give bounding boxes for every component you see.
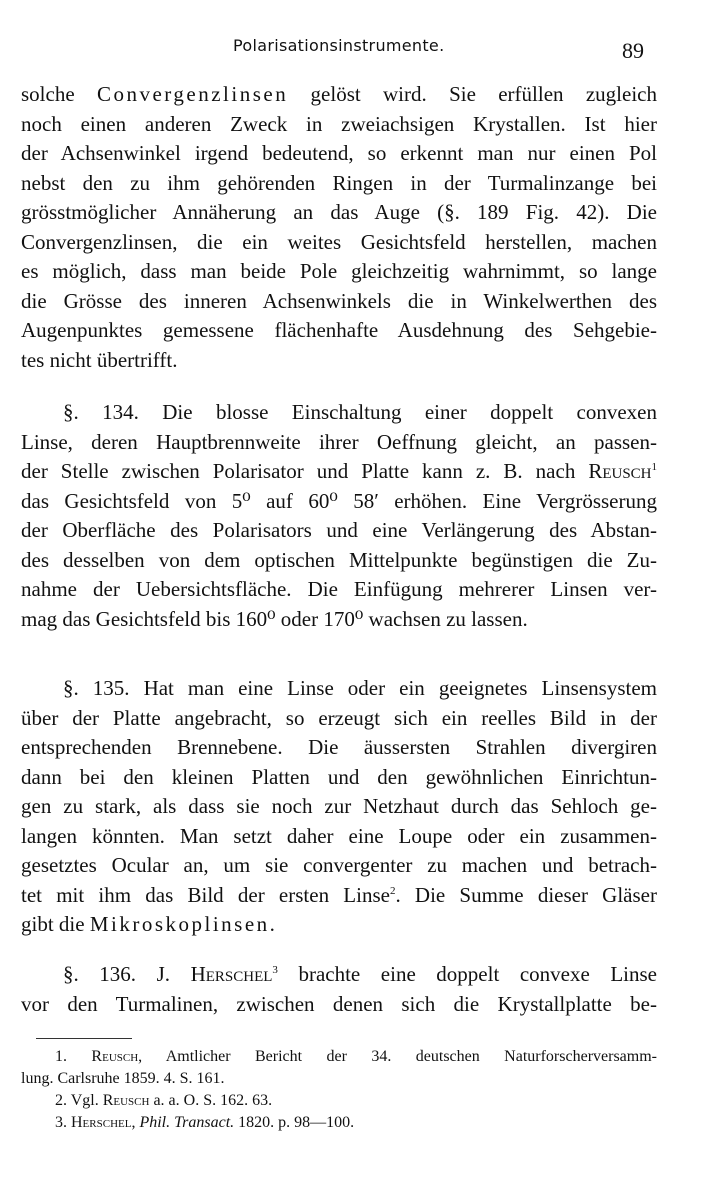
- text-line: gesetztes Ocular an, um sie convergenter zu machen und betrach-: [21, 853, 657, 877]
- paragraph-134: [21, 398, 657, 634]
- footnote-number: 3.: [55, 1114, 71, 1131]
- text-run: der Stelle zwischen Polarisator und Platte kann z. B. nach: [21, 459, 589, 483]
- footnote-divider: [36, 1038, 132, 1039]
- text-run: brachte eine doppelt convexe Linse: [277, 962, 657, 986]
- text-line: entsprechenden Brennebene. Die äussersten Strahlen divergiren: [21, 735, 657, 759]
- text-line: mag das Gesichtsfeld bis 160⁰ oder 170⁰ wachsen zu lassen.: [21, 606, 528, 631]
- footnotes: [21, 1046, 657, 1134]
- text-run: . Die Summe dieser Gläser: [395, 882, 657, 907]
- text-line: grösstmöglicher Annäherung an das Auge (§. 189 Fig. 42). Die: [21, 200, 657, 224]
- text-line: Convergenzlinsen, die ein weites Gesichtsfeld herstellen, machen: [21, 229, 657, 254]
- paragraph-136: [21, 960, 657, 1019]
- author-name: Herschel: [71, 1114, 132, 1131]
- text-run: gibt die: [21, 912, 90, 936]
- text-line: des desselben von dem optischen Mittelpunkte begünstigen die Zu-: [21, 547, 657, 572]
- text-run: tet mit ihm das Bild der ersten Linse: [21, 882, 390, 907]
- text-line: gen zu stark, als dass sie noch zur Netzhaut durch das Sehloch ge-: [21, 794, 657, 818]
- text-line: vor den Turmalinen, zwischen denen sich die Krystallplatte be-: [21, 991, 657, 1016]
- page-number: 89: [622, 38, 644, 63]
- text-line: langen könnten. Man setzt daher eine Loupe oder ein zusammen-: [21, 823, 657, 848]
- text-line: nahme der Uebersichtsfläche. Die Einfügung mehrerer Linsen ver-: [21, 577, 657, 601]
- footnote-ref: 3: [272, 964, 278, 976]
- section-heading-line: §. 135. Hat man eine Linse oder ein geeignetes Linsensystem: [63, 676, 657, 700]
- footnote-number: 2. Vgl.: [55, 1092, 103, 1109]
- footnote-1: [21, 1046, 657, 1068]
- footnote-ref: 2: [389, 884, 396, 897]
- text-line: [21, 80, 657, 110]
- body-text: [21, 80, 657, 1016]
- text-run: ,: [131, 1114, 140, 1131]
- text-line: tes nicht übertrifft.: [21, 347, 178, 372]
- footnote-3: [21, 1112, 657, 1134]
- author-name: Reusch: [102, 1092, 150, 1109]
- text-run: 1820. p. 98—100.: [234, 1114, 355, 1131]
- text-line: der Achsenwinkel irgend bedeutend, so erkennt man nur einen Pol: [21, 141, 657, 165]
- text-line: noch einen anderen Zweck in zweiachsigen Krystallen. Ist hier: [21, 111, 657, 136]
- text-line: [21, 910, 657, 940]
- text-line: es möglich, dass man beide Pole gleichzeitig wahrnimmt, so lange: [21, 259, 657, 283]
- text-line: nebst den zu ihm gehörenden Ringen in der Turmalinzange bei: [21, 170, 657, 195]
- footnote-number: 1.: [55, 1048, 92, 1065]
- author-name: Reusch: [588, 459, 652, 483]
- footnote-ref: 1: [651, 461, 657, 473]
- text-line: [21, 881, 657, 911]
- text-line: Augenpunktes gemessene flächenhafte Ausdehnung des Sehgebie-: [21, 318, 657, 342]
- emphasized-term: Convergenzlinsen: [96, 82, 289, 106]
- text-run: a. a. O. S. 162. 63.: [149, 1092, 273, 1109]
- text-run: , Amtlicher Bericht der 34. deutschen Naturforscherversamm-: [138, 1048, 657, 1065]
- page-header: [0, 36, 709, 66]
- footnote-1-continued: lung. Carlsruhe 1859. 4. S. 161.: [21, 1070, 225, 1087]
- text-run: solche: [21, 82, 97, 106]
- author-name: Herschel: [190, 962, 273, 986]
- running-title: Polarisationsinstrumente.: [233, 36, 445, 55]
- text-line: das Gesichtsfeld von 5⁰ auf 60⁰ 58′ erhöhen. Eine Vergrösserung: [21, 488, 657, 513]
- journal-title: Phil. Transact.: [139, 1114, 235, 1131]
- text-line: die Grösse des inneren Achsenwinkels die in Winkelwerthen des: [21, 288, 657, 313]
- text-line: über der Platte angebracht, so erzeugt sich ein reelles Bild in der: [21, 705, 657, 730]
- author-name: Reusch: [91, 1048, 139, 1065]
- emphasized-term: Mikroskoplinsen: [89, 912, 270, 936]
- paragraph-135: [21, 674, 657, 940]
- text-line: der Oberfläche des Polarisators und eine Verlängerung des Abstan-: [21, 518, 657, 542]
- text-run: gelöst wird. Sie erfüllen zugleich: [288, 82, 657, 106]
- text-line: [21, 457, 657, 487]
- text-run: .: [269, 912, 275, 936]
- section-heading-line: §. 134. Die blosse Einschaltung einer doppelt convexen: [63, 400, 657, 424]
- section-heading-line: [21, 960, 657, 990]
- text-line: Linse, deren Hauptbrennweite ihrer Oeffnung gleicht, an passen-: [21, 429, 657, 454]
- paragraph-1: [21, 80, 657, 375]
- text-line: dann bei den kleinen Platten und den gewöhnlichen Einrichtun-: [21, 764, 657, 789]
- text-run: §. 136. J.: [63, 962, 191, 986]
- footnote-2: [21, 1090, 657, 1112]
